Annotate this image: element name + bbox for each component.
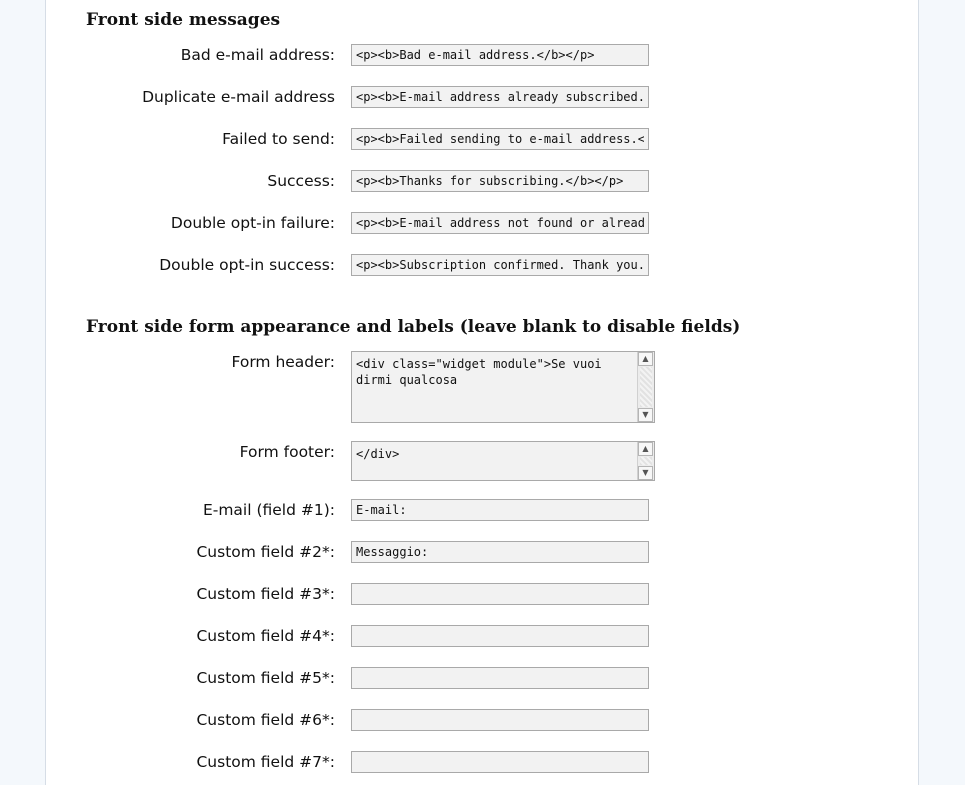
email-field-1-input[interactable] [351,499,649,521]
field-label-custom-field-6: Custom field #6*: [196,711,335,729]
scroll-down-icon[interactable]: ▼ [638,466,653,480]
field-label-success: Success: [267,172,335,190]
field-label-failed-to-send: Failed to send: [222,130,335,148]
scroll-up-icon[interactable]: ▲ [638,352,653,366]
field-label-double-optin-success: Double opt-in success: [159,256,335,274]
custom-field-3-input[interactable] [351,583,649,605]
form-header-textarea-frame [351,351,655,423]
field-label-custom-field-3: Custom field #3*: [196,585,335,603]
field-label-duplicate-email: Duplicate e-mail address [142,88,335,106]
custom-field-5-input[interactable] [351,667,649,689]
form-header-textarea[interactable] [352,352,637,422]
form-footer-textarea-frame [351,441,655,481]
scrollbar-track[interactable] [640,367,652,407]
field-label-custom-field-2: Custom field #2*: [196,543,335,561]
section-title-form-appearance: Front side form appearance and labels (leave blank to disable fields) [86,317,741,337]
field-label-double-optin-failure: Double opt-in failure: [170,214,335,232]
double-optin-success-input[interactable] [351,254,649,276]
field-label-form-header: Form header: [231,353,335,371]
scroll-down-icon[interactable]: ▼ [638,408,653,422]
duplicate-email-input[interactable] [351,86,649,108]
failed-to-send-input[interactable] [351,128,649,150]
field-label-email-field-1: E-mail (field #1): [202,501,335,519]
section-title-front-side-messages: Front side messages [86,10,281,30]
form-footer-scrollbar[interactable] [637,442,654,480]
form-header-scrollbar[interactable] [637,352,654,422]
field-label-custom-field-7: Custom field #7*: [196,753,335,771]
settings-page [45,0,919,785]
custom-field-6-input[interactable] [351,709,649,731]
custom-field-2-input[interactable] [351,541,649,563]
success-input[interactable] [351,170,649,192]
custom-field-7-input[interactable] [351,751,649,773]
field-label-custom-field-5: Custom field #5*: [196,669,335,687]
form-footer-textarea[interactable] [352,442,637,480]
double-optin-failure-input[interactable] [351,212,649,234]
bad-email-input[interactable] [351,44,649,66]
custom-field-4-input[interactable] [351,625,649,647]
field-label-form-footer: Form footer: [239,443,335,461]
scroll-up-icon[interactable]: ▲ [638,442,653,456]
field-label-custom-field-4: Custom field #4*: [196,627,335,645]
scrollbar-track[interactable] [640,457,652,465]
field-label-bad-email: Bad e-mail address: [180,46,335,64]
